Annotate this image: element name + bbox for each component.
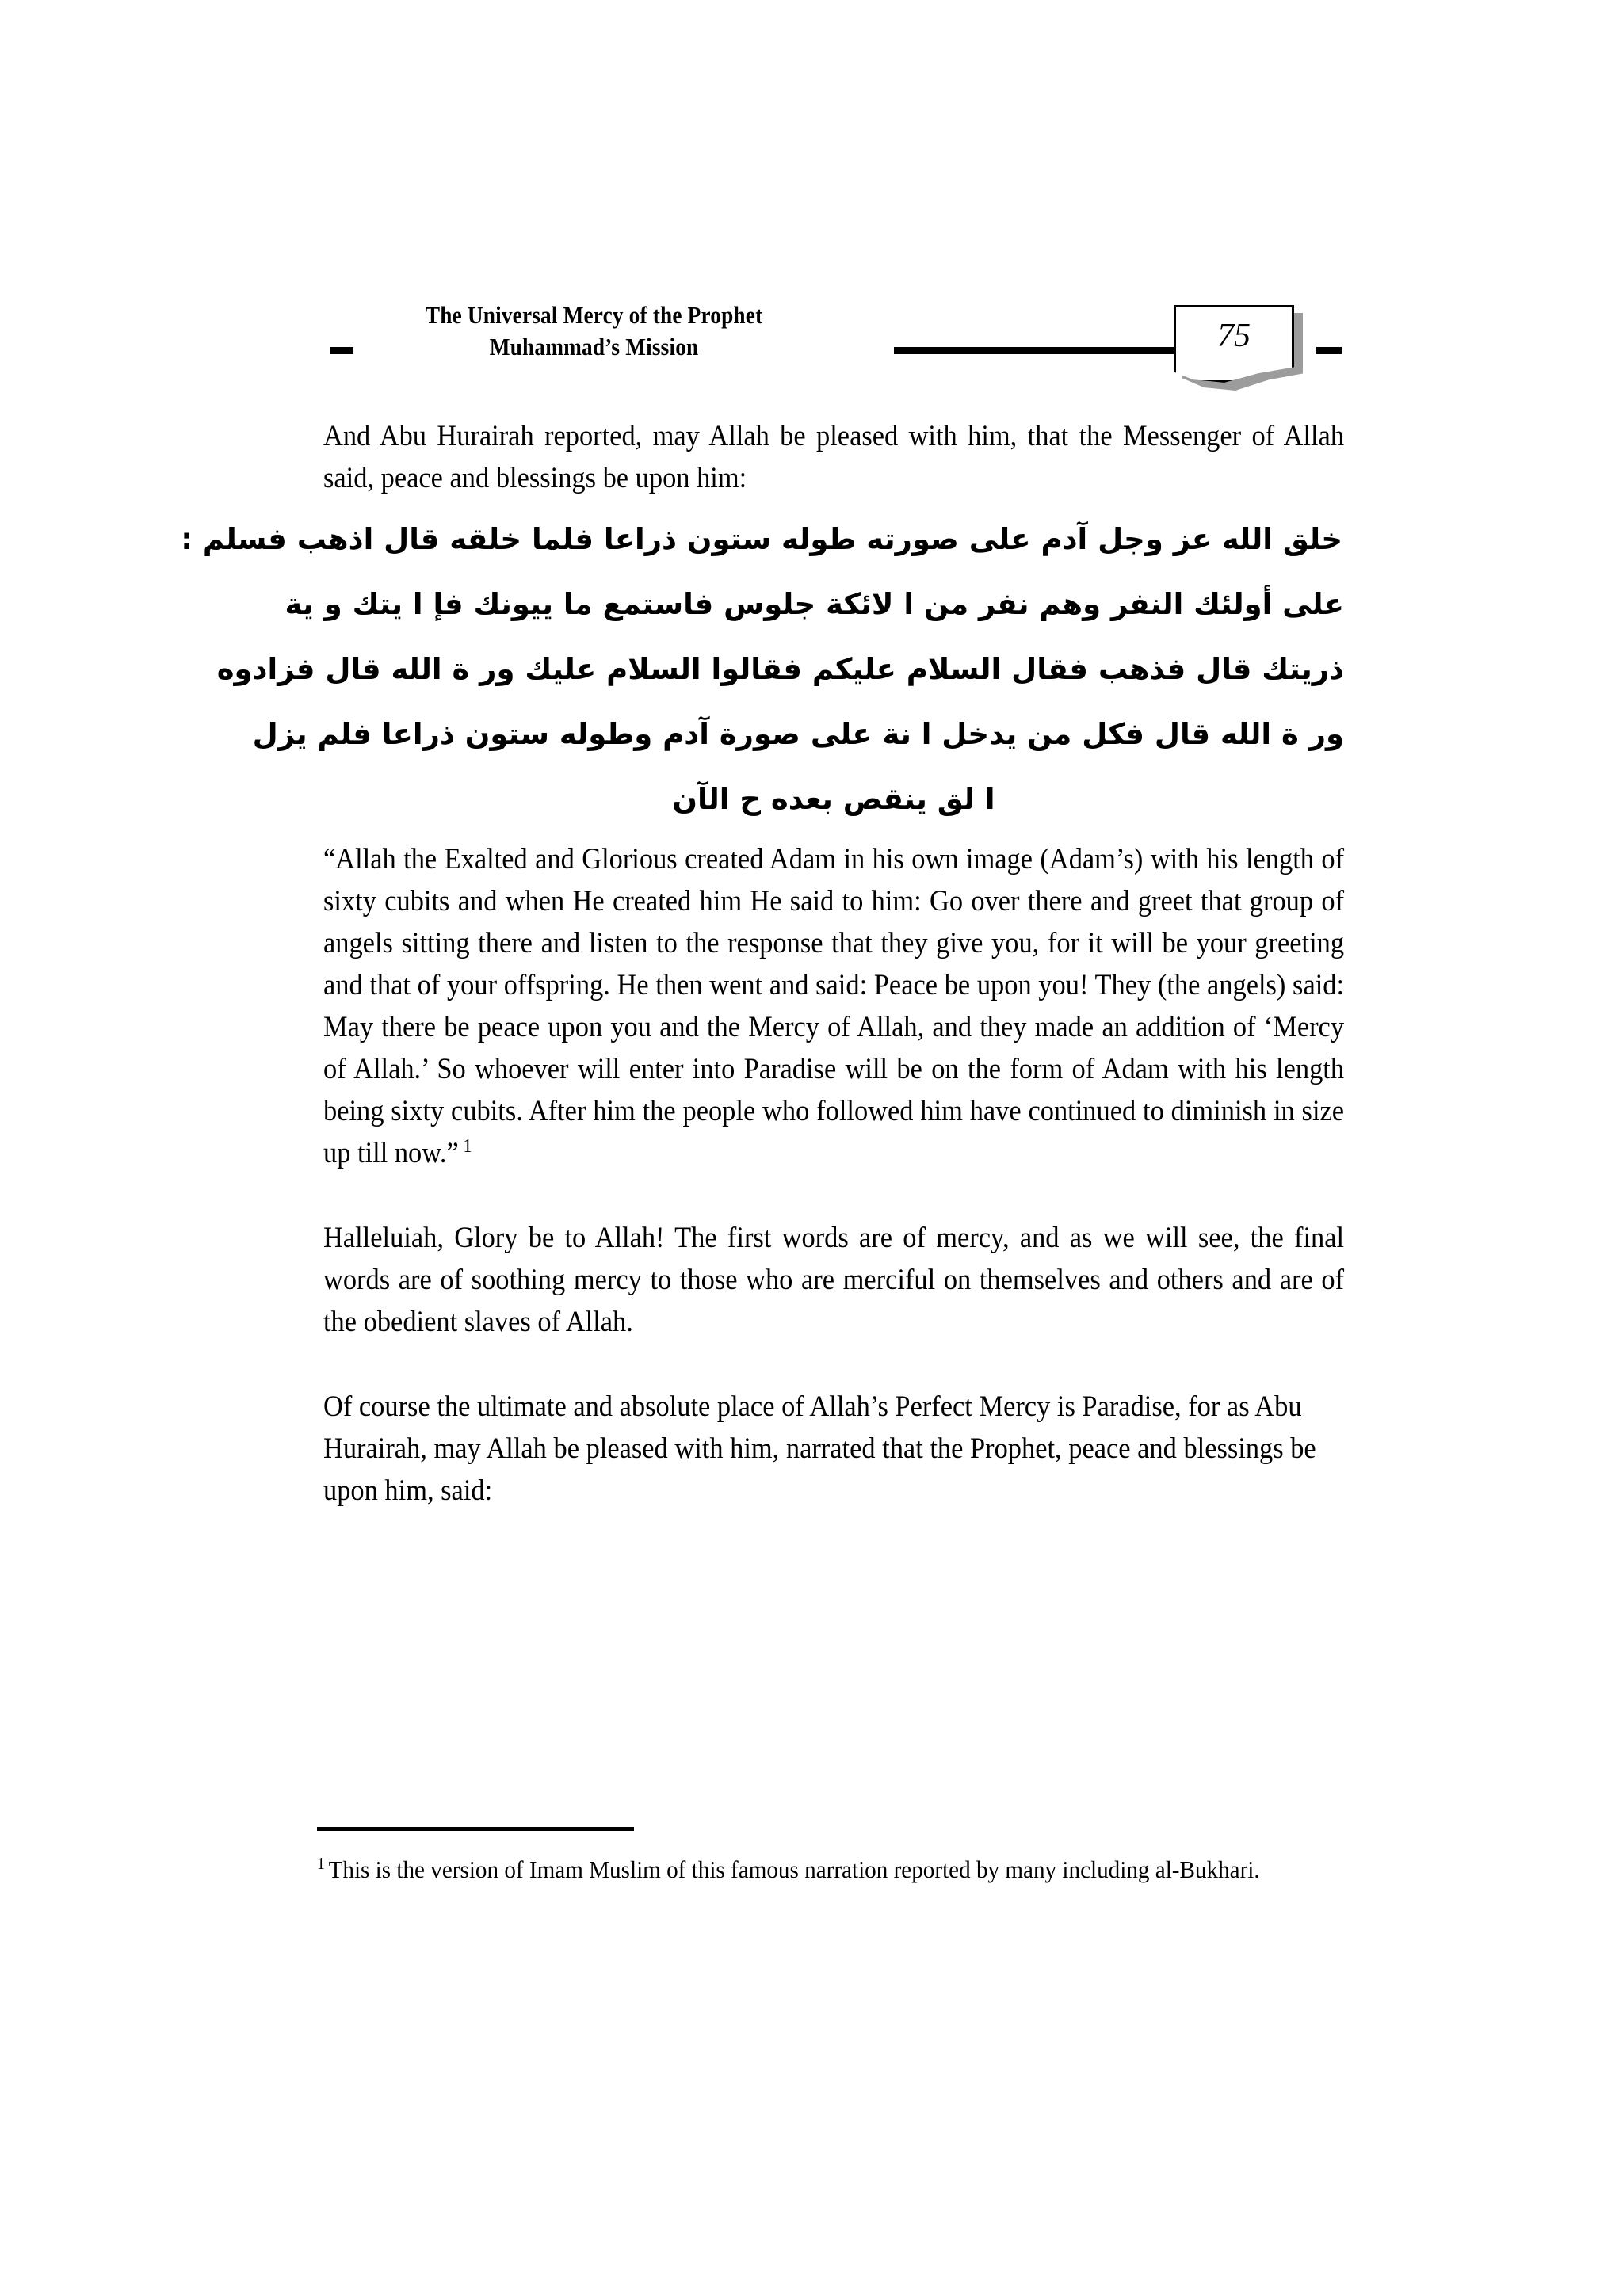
translation-text: “Allah the Exalted and Glorious created Adam in his own image (Adam’s) with his length of sixty cubits and when He created him He said to him: Go over there and greet that group of angels sitting there and listen to the response that they give you, for it will be your greeting and that of your offspring. He then went and said: Peace be upon you! They (the angels) said: May there be peace upon you and the Mercy of Allah, and they made an addition of ‘Mercy of Allah.’ So whoever will enter into Paradise will be on the form of Adam with his length being sixty cubits. After him the people who followed him have continued to diminish in size up till now.” <box>323 843 1345 1169</box>
paragraph-spacer <box>323 1174 1344 1217</box>
footnote-separator-rule <box>317 1827 634 1831</box>
arabic-line-3: ذريتك قال فذهب فقال السلام عليكم فقالوا السلام عليك ور ة الله قال فزادوه <box>216 652 1344 686</box>
footnote-area <box>317 1827 1347 1887</box>
arabic-line-5: ا لق ينقص بعده ح الآن <box>672 782 995 816</box>
page-number-tab <box>1171 303 1322 396</box>
header-title-line-1: The Universal Mercy of the Prophet <box>425 301 763 329</box>
translation-paragraph <box>323 838 1344 1174</box>
arabic-hadith-block <box>181 507 1344 832</box>
paragraph-three: Of course the ultimate and absolute place of Allah’s Perfect Mercy is Paradise, for as Abu Hurairah, may Allah be pleased with him, narrated that the Prophet, peace and blessings be upon him, said: <box>323 1390 1316 1507</box>
header-title-line-2: Muhammad’s Mission <box>489 333 699 360</box>
header-title <box>371 299 817 363</box>
running-header <box>323 299 1314 395</box>
paragraph-two: Halleluiah, Glory be to Allah! The first words are of mercy, and as we will see, the final words are of soothing mercy to those who are merciful on themselves and others and are of the obedient slaves of Allah. <box>323 1222 1345 1338</box>
footnote-entry <box>317 1852 1345 1887</box>
arabic-line-2: على أولئك النفر وهم نفر من ا لائكة جلوس فاستمع ما ييونك فإ ا يتك و ية <box>285 587 1344 621</box>
header-left-dash-icon <box>330 347 353 354</box>
arabic-line-1: خلق الله عز وجل آدم على صورته طوله ستون ذراعا فلما خلقه قال اذهب فسلم : <box>181 522 1342 556</box>
intro-paragraph: And Abu Hurairah reported, may Allah be pleased with him, that the Messenger of Allah said, peace and blessings be upon him: <box>323 420 1345 494</box>
footnote-reference-marker: 1 <box>463 1135 472 1157</box>
header-rule-line <box>894 347 1175 354</box>
arabic-line-4: ور ة الله قال فكل من يدخل ا نة على صورة آدم وطوله ستون ذراعا فلم يزل <box>252 717 1344 751</box>
paragraph-spacer-2 <box>323 1343 1344 1386</box>
footnote-body-text: This is the version of Imam Muslim of this famous narration reported by many including al-Bukhari. <box>328 1855 1260 1883</box>
header-right-dash-icon <box>1316 347 1342 354</box>
page-content <box>181 415 1345 1512</box>
footnote-number: 1 <box>317 1853 325 1873</box>
page-number-value: 75 <box>1217 318 1251 354</box>
